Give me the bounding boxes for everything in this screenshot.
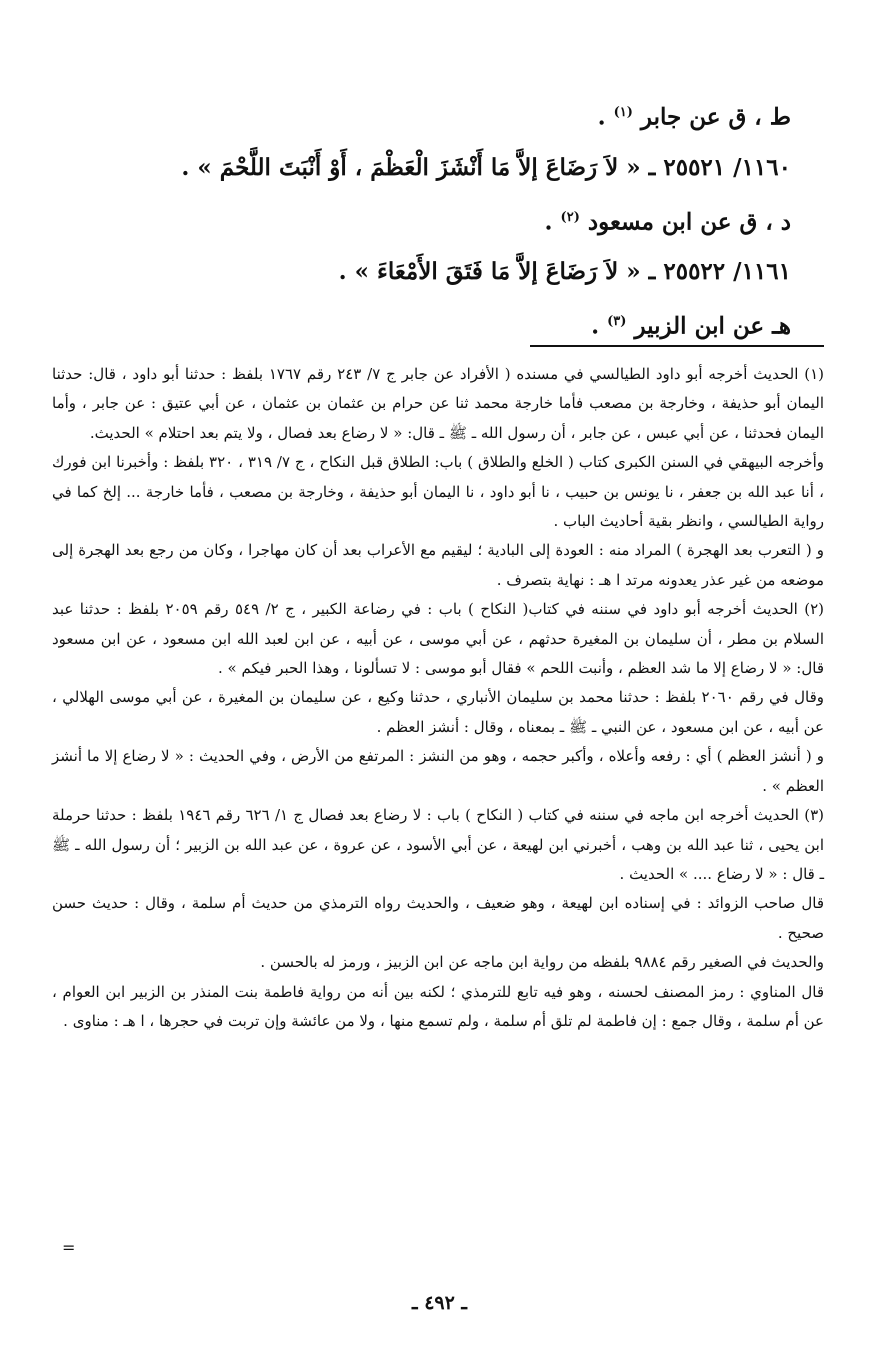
footnotes xyxy=(52,360,824,1036)
footnote-1-gloss: و ( التعرب بعد الهجرة ) المراد منه : العودة إلى البادية ؛ ليقيم مع الأعراب بعد أن كان مهاجرا ، وكان من رجع بعد الهجرة إلى موضعه من غير عذر يعدونه مرتد ا هـ : نهاية بتصرف . xyxy=(52,541,824,589)
hadith-1161: ١١٦١/ ٢٥٥٢٢ ـ « لاَ رَضَاعَ إلاَّ مَا فَتَقَ الأَمْعَاءَ » . xyxy=(338,258,791,286)
footnote-3-munawi: قال المناوي : رمز المصنف لحسنه ، وهو فيه تابع للترمذي ؛ لكنه بين أنه من رواية فاطمة بنت المنذر بن الزبير ابن العوام ، عن أم سلمة ، وقال جمع : إن فاطمة لم تلق أم سلمة ، ولم تسمع منها ، ولا من عائشة وإن تربت في حجرها ، ا هـ : مناوى . xyxy=(52,982,824,1030)
footnote-2-gloss: و ( أنشز العظم ) أي : رفعه وأعلاه ، وأكبر حجمه ، وهو من النشز : المرتفع من الأرض ، وفي الحديث : « لا رضاع إلا ما أنشز العظم » . xyxy=(52,747,824,795)
footnote-1: (١) الحديث أخرجه أبو داود الطيالسي في مسنده ( الأفراد عن جابر ج ٧/ ٢٤٣ رقم ١٧٦٧ بلفظ : حدثنا أبو داود ، قال: حدثنا اليمان أبو حذيفة ، وخارجة بن مصعب فأما خارجة محمد ثنا عن حرام بن عثمان بن عثمان ، عن أبي عتيق : عن جابر ، وأما اليمان فحدثنا ، عن أبي عبس ، عن جابر ، أن رسول الله ـ ﷺ ـ قال: « لا رضاع بعد فصال ، ولا يتم بعد احتلام » الحديث. xyxy=(52,365,824,442)
main-line-3: د ، ق عن ابن مسعود $^{(٢)}$ . xyxy=(544,208,791,236)
footnote-2-variant: وقال في رقم ٢٠٦٠ بلفظ : حدثنا محمد بن سليمان الأنباري ، حدثنا وكيع ، عن سليمان بن المغيرة ، عن أبي موسى الهلالي ، عن أبيه ، عن ابن مسعود ، عن النبي ـ ﷺ ـ بمعناه ، وقال : أنشز العظم . xyxy=(52,688,824,736)
main-line-1: ط ، ق عن جابر $^{(١)}$ . xyxy=(597,103,791,131)
footnote-3-saghir: والحديث في الصغير رقم ٩٨٨٤ بلفظه من رواية ابن ماجه عن ابن الزبيز ، ورمز له بالحسن . xyxy=(260,953,824,972)
page-number: ـ ٤٩٢ ـ xyxy=(412,1292,467,1314)
footnote-3: (٣) الحديث أخرجه ابن ماجه في سننه في كتاب ( النكاح ) باب : لا رضاع بعد فصال ج ١/ ٦٢٦ رقم ١٩٤٦ بلفظ : حدثنا حرملة ابن يحيى ، ثنا عبد الله بن وهب ، أخبرني ابن لهيعة ، عن أبي الأسود ، عن عروة ، عن عبد الله بن الزبير ؛ أن رسول الله ـ ﷺ ـ قال : « لا رضاع .... » الحديث . xyxy=(52,806,824,883)
footnote-3-zawaid: قال صاحب الزوائد : في إسناده ابن لهيعة ، وهو ضعيف ، والحديث رواه الترمذي من حديث أم سلمة ، وقال : حديث حسن صحيح . xyxy=(52,894,824,942)
main-line-5: هـ عن ابن الزبير $^{(٣)}$ . xyxy=(591,312,791,340)
main-text xyxy=(60,88,791,352)
footnote-ref-3[interactable]: (٣) xyxy=(607,314,627,330)
hadith-1160: ١١٦٠/ ٢٥٥٢١ ـ « لاَ رَضَاعَ إلاَّ مَا أَنْشَزَ الْعَظْمَ ، أَوْ أَنْبَتَ اللَّحْمَ » . xyxy=(181,153,791,181)
footnote-ref-1[interactable]: (١) xyxy=(613,105,633,120)
footnote-ref-2[interactable]: (٢) xyxy=(560,209,580,225)
footnote-separator xyxy=(530,345,824,347)
footnote-1-bayhaqi: وأخرجه البيهقي في السنن الكبرى كتاب ( الخلع والطلاق ) باب: الطلاق قبل النكاح ، ج ٧/ ٣١٩ ، ٣٢٠ بلفظ : وأخبرنا ابن فورك ، أنا عبد الله بن جعفر ، نا يونس بن حبيب ، نا أبو داود ، نا اليمان أبو حذيفة ، وخارجة بن مصعب ، فأما خارجة ... إلخ كما في رواية الطيالسي ، وانظر بقية أحاديث الباب . xyxy=(52,453,824,531)
continuation-mark: = xyxy=(62,1238,76,1257)
footnote-2: (٢) الحديث أخرجه أبو داود في سننه في كتاب( النكاح ) باب : في رضاعة الكبير ، ج ٢/ ٥٤٩ رقم ٢٠٥٩ بلفظ : حدثنا عبد السلام بن مطر ، أن سليمان بن المغيرة حدثهم ، عن أبي موسى ، عن أبيه ، عن ابن لعبد الله ابن مسعود ، عن ابن مسعود قال: « لا رضاع إلا ما شد العظم ، وأنبت اللحم » فقال أبو موسى : لا تسألونا ، وهذا الحبر فيكم » . xyxy=(52,600,825,678)
